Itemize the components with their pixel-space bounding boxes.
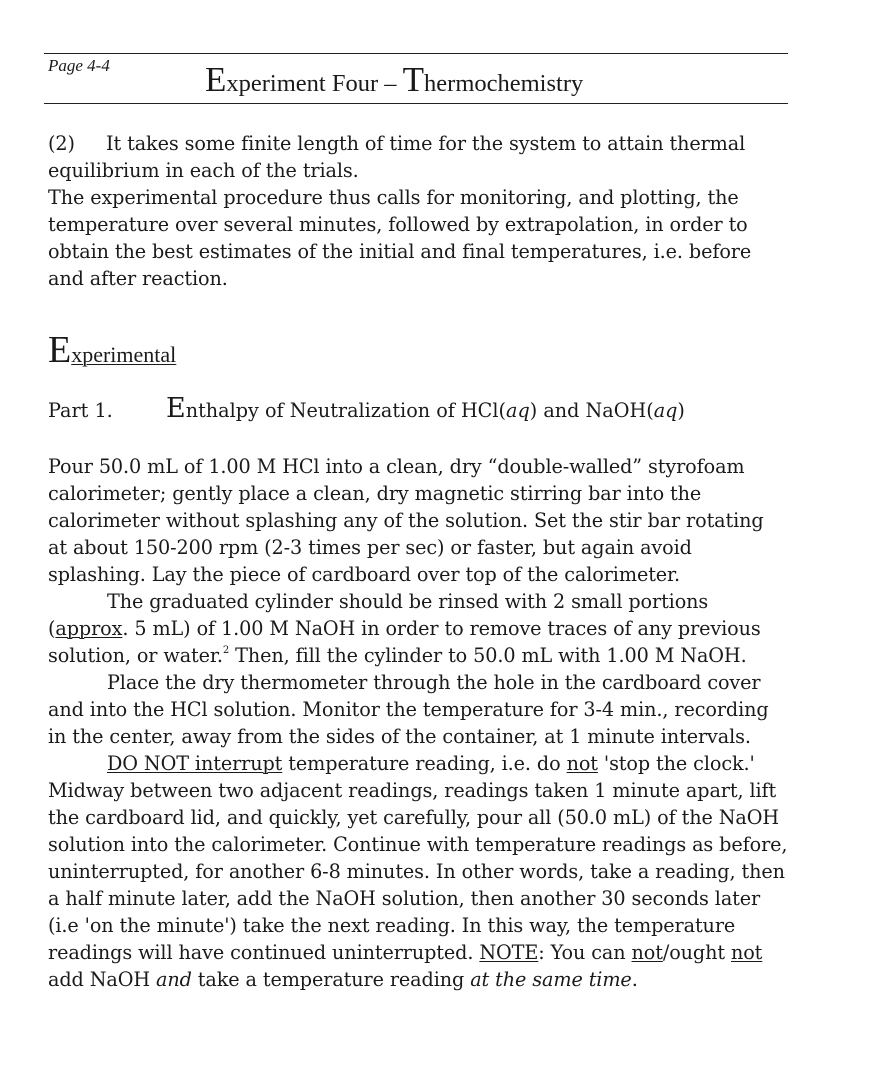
header-bottom-rule xyxy=(44,103,788,104)
part-label: Part 1. xyxy=(48,399,113,422)
intro-line-1: It takes some finite length of time for the system to attain thermal equilibrium in each of the trials. xyxy=(48,132,746,182)
section-heading-experimental: Experimental xyxy=(48,329,177,371)
footnote-marker: 2 xyxy=(222,645,230,656)
page-number: Page 4-4 xyxy=(48,56,110,75)
part-1-heading xyxy=(48,394,685,426)
procedure-text xyxy=(48,453,788,993)
part-title: Enthalpy of Neutralization of HCl(aq) and NaOH(aq) xyxy=(166,393,685,424)
page-title: Experiment Four – Thermochemistry xyxy=(205,60,584,99)
intro-line-2: The experimental procedure thus calls for monitoring, and plotting, the temperature over several minutes, followed by extrapolation, in order to obtain the best estimates of the initial and final temperatures, i.e. before and after reaction. xyxy=(48,186,752,290)
procedure-paragraph-2: The graduated cylinder should be rinsed with 2 small portions (approx. 5 mL) of 1.00 M NaOH in order to remove traces of any previous solution, or water.$^2$ Then, fill the cylinder to 50.0 mL with 1.00 M NaOH. xyxy=(48,590,761,667)
intro-paragraph xyxy=(48,130,788,292)
procedure-paragraph-4: DO NOT interrupt temperature reading, i.e. do not 'stop the clock.' Midway between two adjacent readings, readings taken 1 minute apart, lift the cardboard lid, and quickly, yet carefully, pour all (50.0 mL) of the NaOH solution into the calorimeter. Continue with temperature readings as before, uninterrupted, for another 6-8 minutes. In other words, take a reading, then a half minute later, add the NaOH solution, then another 30 seconds later (i.e 'on the minute') take the next reading. In this way, the temperature readings will have continued uninterrupted. NOTE: You can not/ought not add NaOH and take a temperature reading at the same time. xyxy=(48,752,788,991)
procedure-paragraph-1: Pour 50.0 mL of 1.00 M HCl into a clean, dry “double-walled” styrofoam calorimeter; gently place a clean, dry magnetic stirring bar into the calorimeter without splashing any of the solution. Set the stir bar rotating at about 150-200 rpm (2-3 times per sec) or faster, but again avoid splashing. Lay the piece of cardboard over top of the calorimeter. xyxy=(48,455,764,586)
procedure-paragraph-3: Place the dry thermometer through the hole in the cardboard cover and into the HCl solution. Monitor the temperature for 3-4 min., recording in the center, away from the sides of the container, at 1 minute intervals. xyxy=(48,671,769,748)
item-number: (2) xyxy=(48,132,75,155)
header-top-rule xyxy=(44,53,788,54)
